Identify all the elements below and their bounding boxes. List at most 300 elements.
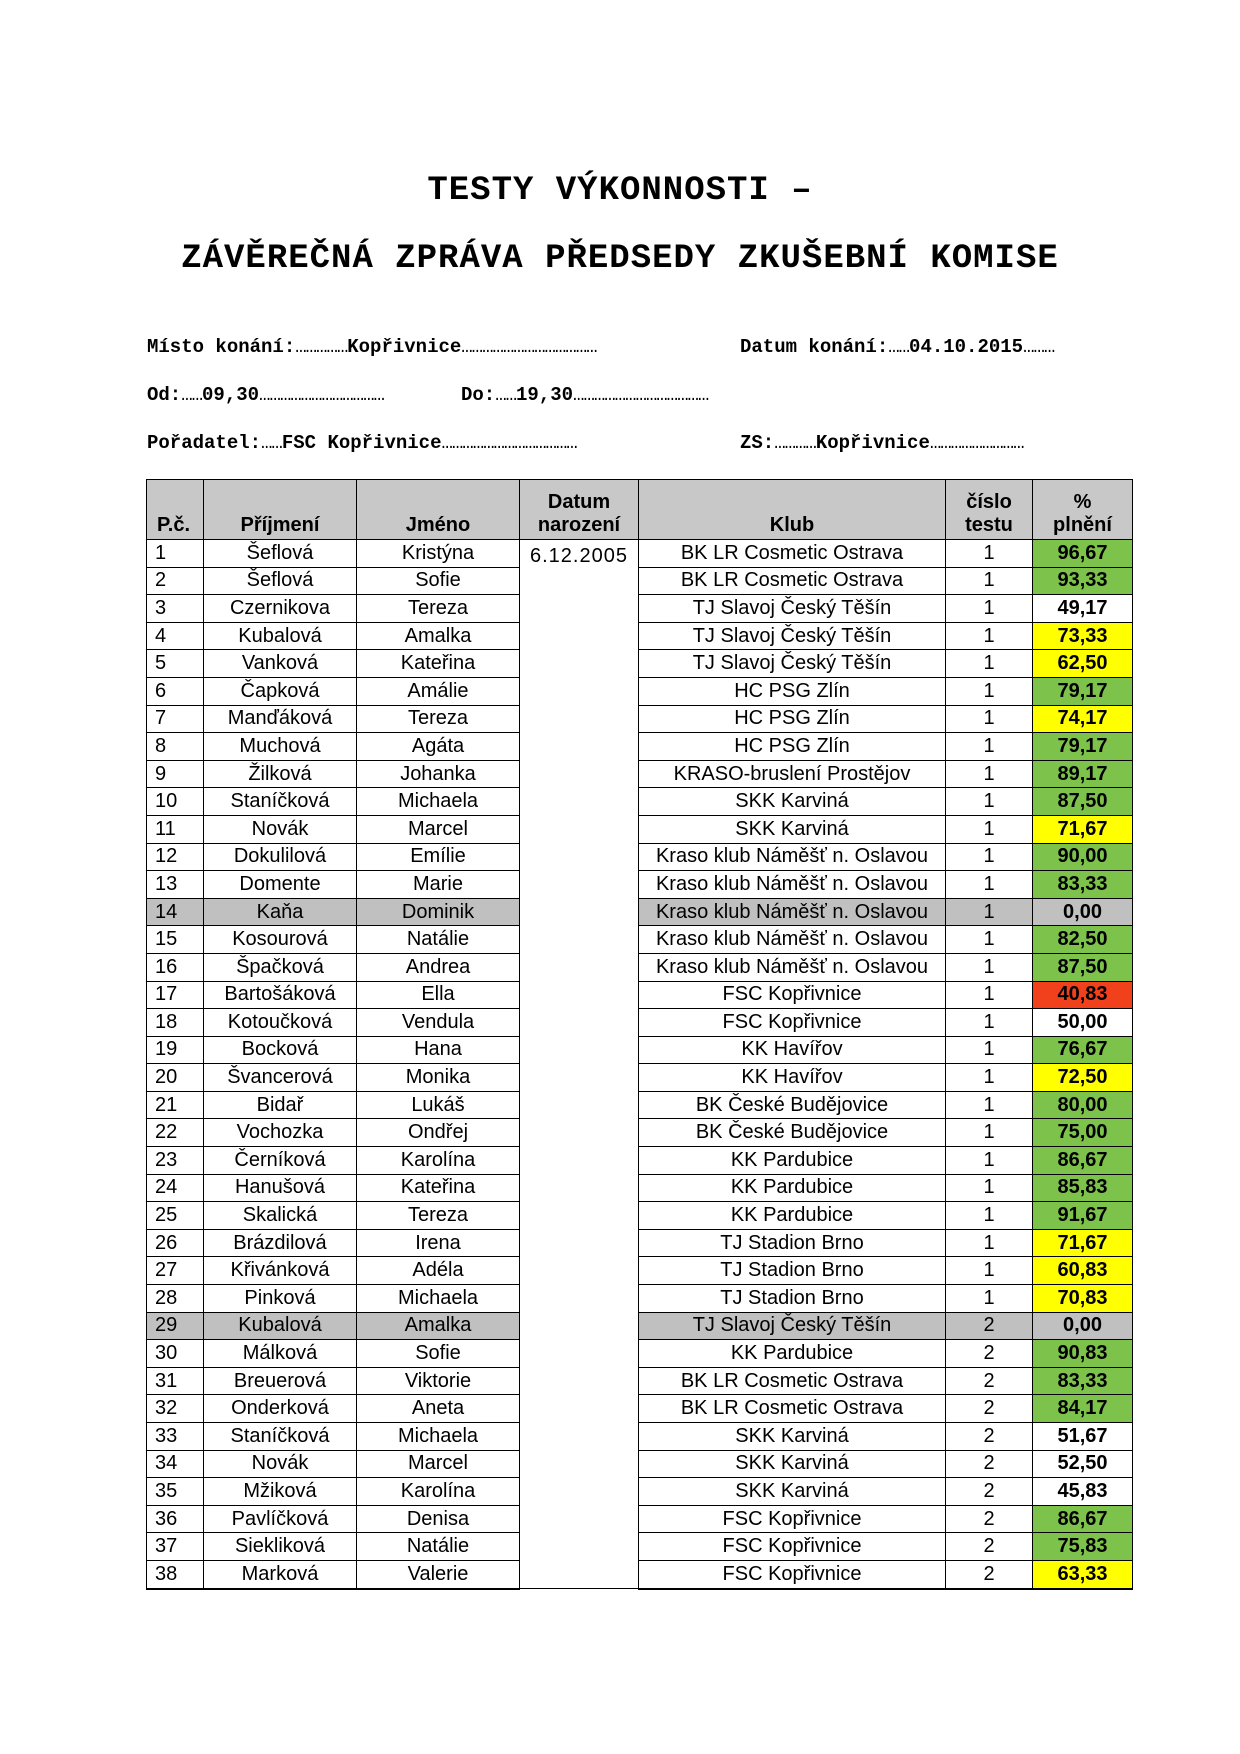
row-percentage: 79,17	[1033, 677, 1133, 705]
row-club: KK Pardubice	[639, 1147, 946, 1175]
row-firstname: Valerie	[357, 1560, 520, 1588]
row-firstname: Denisa	[357, 1505, 520, 1533]
table-body	[147, 540, 1133, 1589]
title-line-2: ZÁVĚREČNÁ ZPRÁVA PŘEDSEDY ZKUŠEBNÍ KOMISE	[181, 240, 1059, 278]
row-surname: Šeflová	[204, 567, 357, 595]
row-percentage: 84,17	[1033, 1395, 1133, 1423]
row-percentage: 71,67	[1033, 1229, 1133, 1257]
row-number: 5	[147, 650, 204, 678]
row-percentage: 86,67	[1033, 1505, 1133, 1533]
row-percentage: 83,33	[1033, 871, 1133, 899]
row-surname: Kotoučková	[204, 1009, 357, 1037]
row-firstname: Marcel	[357, 1450, 520, 1478]
row-birthdate	[520, 1202, 639, 1230]
row-club: FSC Kopřivnice	[639, 981, 946, 1009]
row-surname: Kaňa	[204, 898, 357, 926]
row-firstname: Monika	[357, 1064, 520, 1092]
row-firstname: Irena	[357, 1229, 520, 1257]
row-number: 7	[147, 705, 204, 733]
row-test-number: 2	[946, 1560, 1033, 1588]
row-club: TJ Stadion Brno	[639, 1285, 946, 1313]
row-number: 23	[147, 1147, 204, 1175]
row-percentage: 73,33	[1033, 622, 1133, 650]
row-birthdate	[520, 733, 639, 761]
table-header-row	[147, 480, 1133, 540]
birthdate-fragment: 6.12.2005	[530, 544, 628, 567]
row-firstname: Ella	[357, 981, 520, 1009]
row-test-number: 1	[946, 733, 1033, 761]
table-row	[147, 981, 1133, 1009]
field-od: Od:……09,30………………………………	[147, 384, 384, 406]
row-birthdate	[520, 1147, 639, 1175]
table-row	[147, 815, 1133, 843]
row-percentage: 71,67	[1033, 815, 1133, 843]
row-number: 19	[147, 1036, 204, 1064]
results-table	[146, 479, 1133, 1590]
row-surname: Pinková	[204, 1285, 357, 1313]
row-test-number: 1	[946, 595, 1033, 623]
table-row	[147, 677, 1133, 705]
row-club: Kraso klub Náměšť n. Oslavou	[639, 871, 946, 899]
row-surname: Kubalová	[204, 622, 357, 650]
table-row	[147, 1036, 1133, 1064]
table-row	[147, 622, 1133, 650]
row-birthdate	[520, 760, 639, 788]
row-number: 38	[147, 1560, 204, 1588]
table-row	[147, 1202, 1133, 1230]
row-club: TJ Slavoj Český Těšín	[639, 1312, 946, 1340]
row-test-number: 2	[946, 1533, 1033, 1561]
row-test-number: 1	[946, 1091, 1033, 1119]
table-row	[147, 1064, 1133, 1092]
row-firstname: Johanka	[357, 760, 520, 788]
row-number: 13	[147, 871, 204, 899]
row-club: HC PSG Zlín	[639, 733, 946, 761]
row-percentage: 83,33	[1033, 1367, 1133, 1395]
row-test-number: 2	[946, 1450, 1033, 1478]
row-club: Kraso klub Náměšť n. Oslavou	[639, 843, 946, 871]
row-firstname: Marcel	[357, 815, 520, 843]
row-number: 20	[147, 1064, 204, 1092]
od-value: 09,30	[202, 384, 260, 406]
row-percentage: 40,83	[1033, 981, 1133, 1009]
row-test-number: 1	[946, 650, 1033, 678]
row-surname: Vanková	[204, 650, 357, 678]
datum-value: 04.10.2015	[909, 336, 1024, 358]
header-cislo: číslo testu	[946, 480, 1033, 540]
table-row	[147, 1450, 1133, 1478]
row-surname: Onderková	[204, 1395, 357, 1423]
table-row	[147, 1340, 1133, 1368]
row-percentage: 87,50	[1033, 953, 1133, 981]
row-percentage: 75,83	[1033, 1533, 1133, 1561]
row-test-number: 1	[946, 540, 1033, 568]
row-club: TJ Slavoj Český Těšín	[639, 622, 946, 650]
row-firstname: Dominik	[357, 898, 520, 926]
row-number: 33	[147, 1423, 204, 1451]
row-firstname: Tereza	[357, 595, 520, 623]
table-row	[147, 705, 1133, 733]
row-percentage: 93,33	[1033, 567, 1133, 595]
row-surname: Czernikova	[204, 595, 357, 623]
row-surname: Muchová	[204, 733, 357, 761]
table-row	[147, 1147, 1133, 1175]
row-percentage: 74,17	[1033, 705, 1133, 733]
row-firstname: Agáta	[357, 733, 520, 761]
row-birthdate	[520, 815, 639, 843]
table-row	[147, 1560, 1133, 1588]
row-birthdate	[520, 1423, 639, 1451]
row-number: 37	[147, 1533, 204, 1561]
row-surname: Domente	[204, 871, 357, 899]
row-club: BK LR Cosmetic Ostrava	[639, 567, 946, 595]
row-surname: Švancerová	[204, 1064, 357, 1092]
table-row	[147, 650, 1133, 678]
row-test-number: 2	[946, 1340, 1033, 1368]
row-birthdate	[520, 1091, 639, 1119]
row-test-number: 2	[946, 1478, 1033, 1506]
table-row	[147, 1257, 1133, 1285]
row-club: TJ Slavoj Český Těšín	[639, 650, 946, 678]
row-club: SKK Karviná	[639, 815, 946, 843]
row-birthdate	[520, 843, 639, 871]
row-surname: Bocková	[204, 1036, 357, 1064]
row-test-number: 1	[946, 677, 1033, 705]
row-birthdate	[520, 1009, 639, 1037]
table-row	[147, 1533, 1133, 1561]
row-birthdate	[520, 1119, 639, 1147]
row-birthdate	[520, 567, 639, 595]
row-percentage: 85,83	[1033, 1174, 1133, 1202]
header-pc: P.č.	[147, 480, 204, 540]
row-club: KK Pardubice	[639, 1174, 946, 1202]
row-surname: Novák	[204, 1450, 357, 1478]
row-percentage: 0,00	[1033, 898, 1133, 926]
row-firstname: Karolína	[357, 1147, 520, 1175]
row-firstname: Andrea	[357, 953, 520, 981]
row-number: 15	[147, 926, 204, 954]
row-number: 30	[147, 1340, 204, 1368]
row-firstname: Karolína	[357, 1478, 520, 1506]
row-firstname: Adéla	[357, 1257, 520, 1285]
row-number: 6	[147, 677, 204, 705]
row-percentage: 89,17	[1033, 760, 1133, 788]
row-test-number: 2	[946, 1312, 1033, 1340]
header-plneni: % plnění	[1033, 480, 1133, 540]
row-surname: Hanušová	[204, 1174, 357, 1202]
row-firstname: Tereza	[357, 705, 520, 733]
row-firstname: Kateřina	[357, 1174, 520, 1202]
row-percentage: 86,67	[1033, 1147, 1133, 1175]
row-club: KK Pardubice	[639, 1202, 946, 1230]
row-birthdate	[520, 1174, 639, 1202]
row-birthdate	[520, 595, 639, 623]
title-line-1: TESTY VÝKONNOSTI –	[427, 172, 813, 210]
table-row	[147, 595, 1133, 623]
table-row	[147, 1091, 1133, 1119]
row-firstname: Amálie	[357, 677, 520, 705]
row-test-number: 1	[946, 760, 1033, 788]
row-test-number: 2	[946, 1505, 1033, 1533]
row-number: 32	[147, 1395, 204, 1423]
row-surname: Marková	[204, 1560, 357, 1588]
row-firstname: Marie	[357, 871, 520, 899]
row-test-number: 1	[946, 898, 1033, 926]
row-test-number: 1	[946, 1229, 1033, 1257]
row-surname: Špačková	[204, 953, 357, 981]
row-test-number: 1	[946, 788, 1033, 816]
field-do: Do:……19,30…………………………………	[461, 384, 709, 406]
poradatel-label: Pořadatel:	[147, 432, 262, 454]
table-row	[147, 760, 1133, 788]
misto-value: Kopřivnice	[347, 336, 462, 358]
row-birthdate	[520, 1340, 639, 1368]
row-surname: Kosourová	[204, 926, 357, 954]
field-misto: Místo konání:……………Kopřivnice…………………………………	[147, 336, 597, 358]
row-firstname: Viktorie	[357, 1367, 520, 1395]
row-surname: Breuerová	[204, 1367, 357, 1395]
row-firstname: Amalka	[357, 1312, 520, 1340]
row-test-number: 2	[946, 1423, 1033, 1451]
row-surname: Pavlíčková	[204, 1505, 357, 1533]
row-test-number: 1	[946, 567, 1033, 595]
header-datum: Datum narození	[520, 480, 639, 540]
row-number: 1	[147, 540, 204, 568]
table-row	[147, 1229, 1133, 1257]
row-club: SKK Karviná	[639, 1478, 946, 1506]
row-birthdate	[520, 788, 639, 816]
row-number: 21	[147, 1091, 204, 1119]
table-row	[147, 540, 1133, 568]
row-surname: Mžiková	[204, 1478, 357, 1506]
row-percentage: 79,17	[1033, 733, 1133, 761]
row-firstname: Lukáš	[357, 1091, 520, 1119]
row-firstname: Ondřej	[357, 1119, 520, 1147]
datum-label: Datum konání:	[740, 336, 889, 358]
table-row	[147, 788, 1133, 816]
row-percentage: 76,67	[1033, 1036, 1133, 1064]
row-firstname: Natálie	[357, 1533, 520, 1561]
row-test-number: 1	[946, 953, 1033, 981]
row-club: FSC Kopřivnice	[639, 1009, 946, 1037]
row-test-number: 1	[946, 1202, 1033, 1230]
row-percentage: 63,33	[1033, 1560, 1133, 1588]
zs-value: Kopřivnice	[815, 432, 930, 454]
row-firstname: Hana	[357, 1036, 520, 1064]
table-row	[147, 1505, 1133, 1533]
row-test-number: 1	[946, 1147, 1033, 1175]
row-birthdate	[520, 1312, 639, 1340]
row-number: 12	[147, 843, 204, 871]
row-percentage: 91,67	[1033, 1202, 1133, 1230]
row-surname: Černíková	[204, 1147, 357, 1175]
row-surname: Křivánková	[204, 1257, 357, 1285]
table-row	[147, 567, 1133, 595]
row-number: 35	[147, 1478, 204, 1506]
row-percentage: 90,83	[1033, 1340, 1133, 1368]
row-number: 16	[147, 953, 204, 981]
row-birthdate	[520, 1229, 639, 1257]
row-percentage: 62,50	[1033, 650, 1133, 678]
header-jmeno: Jméno	[357, 480, 520, 540]
row-firstname: Michaela	[357, 788, 520, 816]
row-birthdate	[520, 926, 639, 954]
row-percentage: 75,00	[1033, 1119, 1133, 1147]
field-poradatel: Pořadatel:……FSC Kopřivnice…………………………………	[147, 432, 577, 454]
row-number: 36	[147, 1505, 204, 1533]
do-value: 19,30	[516, 384, 574, 406]
row-test-number: 1	[946, 705, 1033, 733]
row-number: 28	[147, 1285, 204, 1313]
row-test-number: 1	[946, 871, 1033, 899]
row-club: BK České Budějovice	[639, 1091, 946, 1119]
row-club: TJ Stadion Brno	[639, 1257, 946, 1285]
header-prijmeni: Příjmení	[204, 480, 357, 540]
row-club: BK LR Cosmetic Ostrava	[639, 1367, 946, 1395]
row-surname: Čapková	[204, 677, 357, 705]
row-club: TJ Stadion Brno	[639, 1229, 946, 1257]
row-club: KK Havířov	[639, 1036, 946, 1064]
row-birthdate	[520, 1505, 639, 1533]
row-number: 26	[147, 1229, 204, 1257]
row-percentage: 0,00	[1033, 1312, 1133, 1340]
table-row	[147, 926, 1133, 954]
table-row	[147, 1367, 1133, 1395]
row-club: FSC Kopřivnice	[639, 1560, 946, 1588]
row-surname: Manďáková	[204, 705, 357, 733]
row-number: 24	[147, 1174, 204, 1202]
row-number: 8	[147, 733, 204, 761]
row-test-number: 1	[946, 1009, 1033, 1037]
row-birthdate	[520, 1533, 639, 1561]
row-surname: Bartošáková	[204, 981, 357, 1009]
table-row	[147, 1478, 1133, 1506]
row-birthdate	[520, 953, 639, 981]
table-row	[147, 1285, 1133, 1313]
table-row	[147, 1119, 1133, 1147]
row-club: BK České Budějovice	[639, 1119, 946, 1147]
row-test-number: 1	[946, 981, 1033, 1009]
row-birthdate	[520, 1478, 639, 1506]
row-percentage: 90,00	[1033, 843, 1133, 871]
row-birthdate	[520, 1450, 639, 1478]
row-test-number: 2	[946, 1395, 1033, 1423]
row-number: 9	[147, 760, 204, 788]
row-percentage: 96,67	[1033, 540, 1133, 568]
row-test-number: 1	[946, 1036, 1033, 1064]
row-test-number: 1	[946, 815, 1033, 843]
row-test-number: 1	[946, 1119, 1033, 1147]
row-birthdate	[520, 1257, 639, 1285]
row-firstname: Michaela	[357, 1285, 520, 1313]
row-birthdate	[520, 1285, 639, 1313]
field-zs: ZS:…………Kopřivnice………………………	[740, 432, 1024, 454]
row-number: 11	[147, 815, 204, 843]
row-club: KK Havířov	[639, 1064, 946, 1092]
row-club: BK LR Cosmetic Ostrava	[639, 540, 946, 568]
row-surname: Žilková	[204, 760, 357, 788]
row-number: 27	[147, 1257, 204, 1285]
row-firstname: Natálie	[357, 926, 520, 954]
row-percentage: 52,50	[1033, 1450, 1133, 1478]
row-birthdate	[520, 622, 639, 650]
table-row	[147, 843, 1133, 871]
table-row	[147, 1009, 1133, 1037]
table-row	[147, 953, 1133, 981]
row-number: 18	[147, 1009, 204, 1037]
table-row	[147, 733, 1133, 761]
table-row	[147, 1174, 1133, 1202]
row-number: 29	[147, 1312, 204, 1340]
row-percentage: 70,83	[1033, 1285, 1133, 1313]
row-percentage: 50,00	[1033, 1009, 1133, 1037]
do-label: Do:	[461, 384, 496, 406]
row-birthdate	[520, 1367, 639, 1395]
table-row	[147, 1423, 1133, 1451]
row-number: 4	[147, 622, 204, 650]
row-percentage: 60,83	[1033, 1257, 1133, 1285]
row-club: FSC Kopřivnice	[639, 1505, 946, 1533]
row-percentage: 45,83	[1033, 1478, 1133, 1506]
row-surname: Brázdilová	[204, 1229, 357, 1257]
row-firstname: Emílie	[357, 843, 520, 871]
row-percentage: 72,50	[1033, 1064, 1133, 1092]
row-percentage: 80,00	[1033, 1091, 1133, 1119]
row-test-number: 1	[946, 1285, 1033, 1313]
row-club: KRASO-bruslení Prostějov	[639, 760, 946, 788]
row-club: SKK Karviná	[639, 788, 946, 816]
row-club: HC PSG Zlín	[639, 677, 946, 705]
row-firstname: Tereza	[357, 1202, 520, 1230]
row-birthdate	[520, 898, 639, 926]
row-surname: Bidař	[204, 1091, 357, 1119]
row-birthdate	[520, 981, 639, 1009]
row-club: SKK Karviná	[639, 1450, 946, 1478]
row-number: 25	[147, 1202, 204, 1230]
row-number: 10	[147, 788, 204, 816]
table-row	[147, 898, 1133, 926]
row-birthdate	[520, 1560, 639, 1588]
row-birthdate	[520, 540, 639, 568]
row-percentage: 49,17	[1033, 595, 1133, 623]
row-firstname: Amalka	[357, 622, 520, 650]
row-birthdate	[520, 677, 639, 705]
row-club: Kraso klub Náměšť n. Oslavou	[639, 953, 946, 981]
row-test-number: 1	[946, 843, 1033, 871]
row-surname: Novák	[204, 815, 357, 843]
row-test-number: 1	[946, 1257, 1033, 1285]
row-number: 3	[147, 595, 204, 623]
row-firstname: Vendula	[357, 1009, 520, 1037]
row-firstname: Michaela	[357, 1423, 520, 1451]
od-label: Od:	[147, 384, 182, 406]
row-firstname: Sofie	[357, 1340, 520, 1368]
row-birthdate	[520, 705, 639, 733]
row-surname: Vochozka	[204, 1119, 357, 1147]
row-club: SKK Karviná	[639, 1423, 946, 1451]
row-club: Kraso klub Náměšť n. Oslavou	[639, 898, 946, 926]
row-test-number: 1	[946, 926, 1033, 954]
poradatel-value: FSC Kopřivnice	[281, 432, 442, 454]
row-firstname: Kateřina	[357, 650, 520, 678]
row-surname: Staníčková	[204, 1423, 357, 1451]
row-surname: Siekliková	[204, 1533, 357, 1561]
row-firstname: Sofie	[357, 567, 520, 595]
row-club: KK Pardubice	[639, 1340, 946, 1368]
row-number: 14	[147, 898, 204, 926]
row-number: 2	[147, 567, 204, 595]
row-test-number: 1	[946, 622, 1033, 650]
